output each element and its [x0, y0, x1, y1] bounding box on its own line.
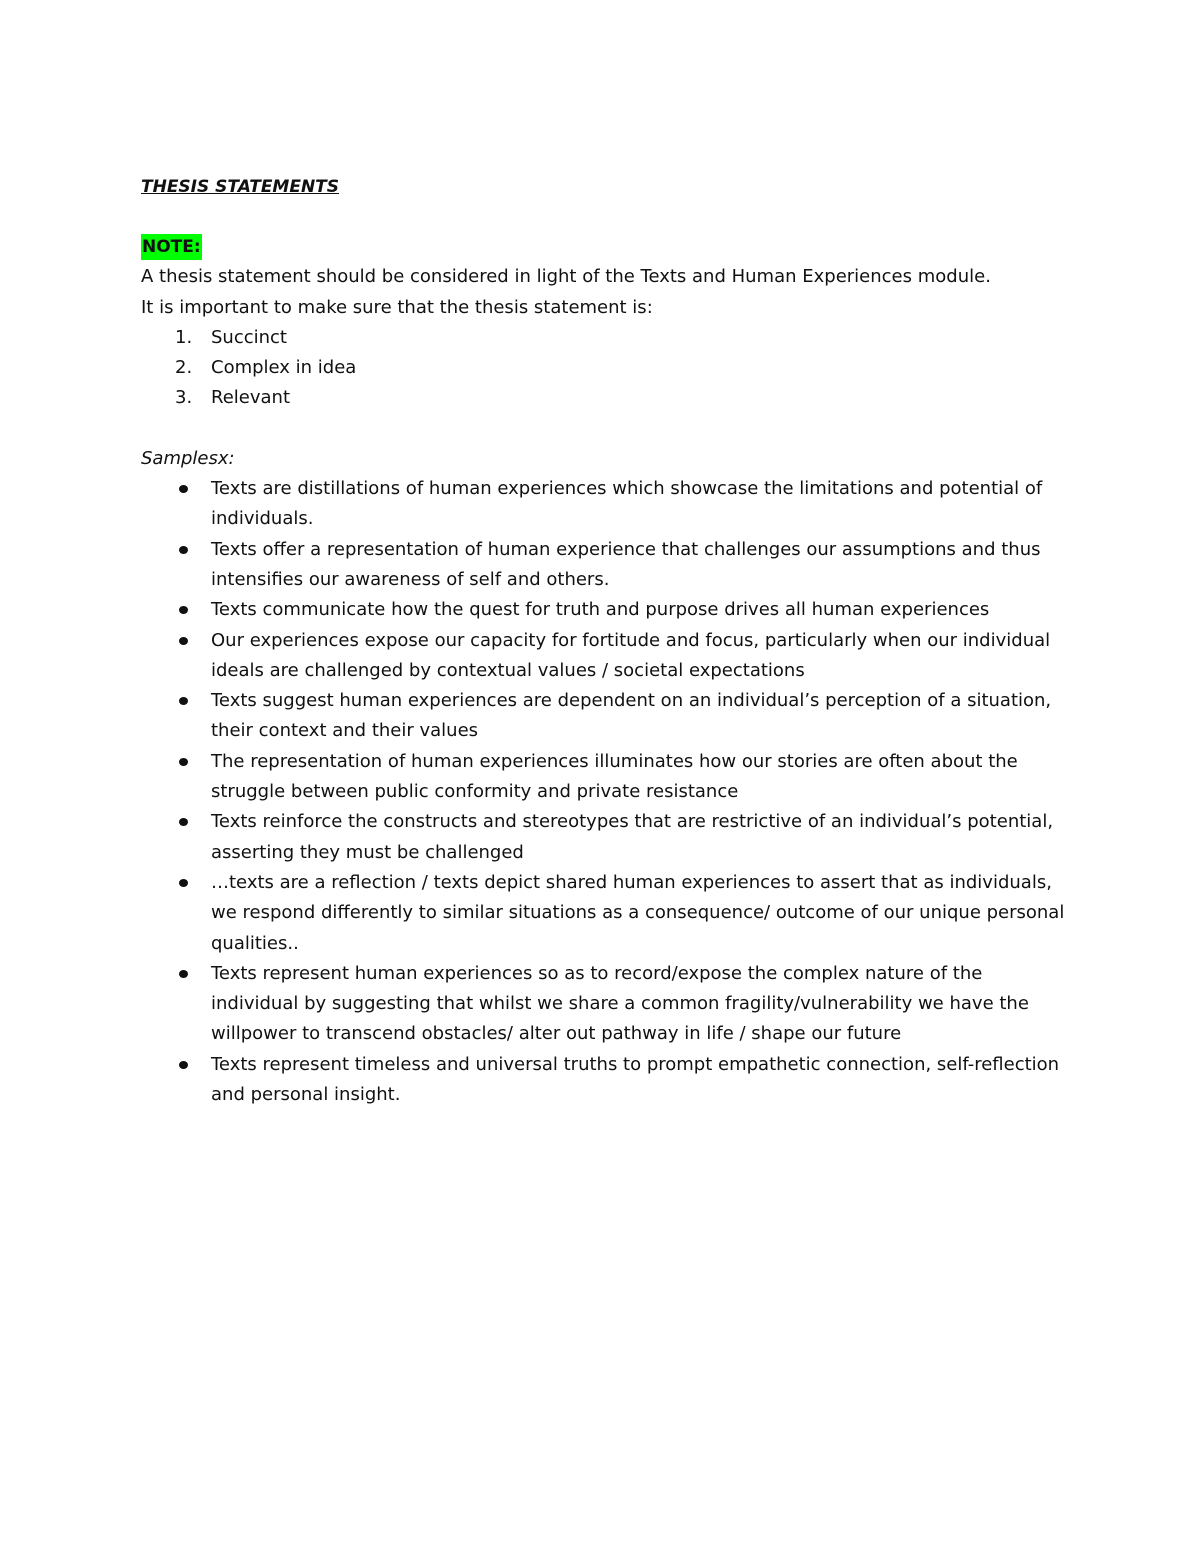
bullet-icon [179, 546, 188, 554]
bullet-icon [179, 970, 188, 978]
blank-line [141, 202, 1071, 232]
bullet-icon [179, 818, 188, 826]
criteria-text: Relevant [211, 387, 290, 409]
note-label: NOTE: [141, 234, 202, 260]
blank-line [141, 414, 1071, 444]
sample-text: Texts are distillations of human experiences which showcase the limitations and potential of individuals. [211, 478, 1043, 530]
bullet-icon [179, 606, 188, 614]
sample-text: The representation of human experiences illuminates how our stories are often about the struggle between public conformity and private resistance [211, 750, 1018, 803]
list-item [141, 626, 1071, 687]
list-number: 2. [175, 357, 193, 379]
criteria-text: Succinct [211, 326, 287, 348]
intro-line-1: A thesis statement should be considered in light of the Texts and Human Experiences module. [141, 266, 991, 288]
list-item [141, 474, 1071, 535]
sample-text: Texts suggest human experiences are dependent on an individual’s perception of a situation, their context and their values [211, 690, 1052, 742]
list-item [141, 535, 1071, 596]
bullet-icon [179, 879, 188, 887]
samples-label: Samplesx: [141, 447, 235, 469]
bullet-icon [179, 637, 188, 645]
bullet-icon [179, 1061, 188, 1069]
bullet-icon [179, 697, 188, 705]
bullet-icon [179, 758, 188, 766]
sample-text: Texts represent human experiences so as to record/expose the complex nature of the individual by suggesting that whilst we share a common fragility/vulnerability we have the willpower to transcend obstacles/ alter out pathway in life / shape our future [211, 962, 1029, 1045]
sample-text: Our experiences expose our capacity for fortitude and focus, particularly when our individual ideals are challenged by contextual values / societal expectations [211, 629, 1051, 681]
list-item [141, 1050, 1071, 1111]
sample-text: Texts communicate how the quest for truth and purpose drives all human experiences [211, 599, 990, 621]
list-item [141, 747, 1071, 808]
list-number: 3. [175, 387, 193, 409]
sample-text: Texts reinforce the constructs and stereotypes that are restrictive of an individual’s potential, asserting they must be challenged [211, 811, 1054, 863]
list-item [141, 383, 1071, 413]
note-line [141, 232, 1071, 262]
criteria-text: Complex in idea [211, 357, 357, 379]
intro-line-2: It is important to make sure that the thesis statement is: [141, 296, 653, 318]
list-item [141, 595, 1071, 625]
list-number: 1. [175, 326, 193, 348]
bullet-icon [179, 485, 188, 493]
list-item [141, 868, 1071, 959]
sample-text: Texts represent timeless and universal truths to prompt empathetic connection, self-reflection and personal insight. [211, 1053, 1060, 1106]
samples-list [141, 474, 1071, 1110]
list-item [141, 807, 1071, 868]
list-item [141, 686, 1071, 747]
list-item [141, 353, 1071, 383]
document-title: THESIS STATEMENTS [141, 177, 340, 197]
sample-text: Texts offer a representation of human experience that challenges our assumptions and thus intensifies our awareness of self and others. [211, 538, 1041, 590]
document-body [141, 172, 1071, 1110]
list-item [141, 323, 1071, 353]
sample-text: …texts are a reflection / texts depict shared human experiences to assert that as individuals, we respond differently to similar situations as a consequence/ outcome of our unique personal qualities.. [211, 871, 1065, 954]
criteria-list [141, 323, 1071, 414]
list-item [141, 959, 1071, 1050]
